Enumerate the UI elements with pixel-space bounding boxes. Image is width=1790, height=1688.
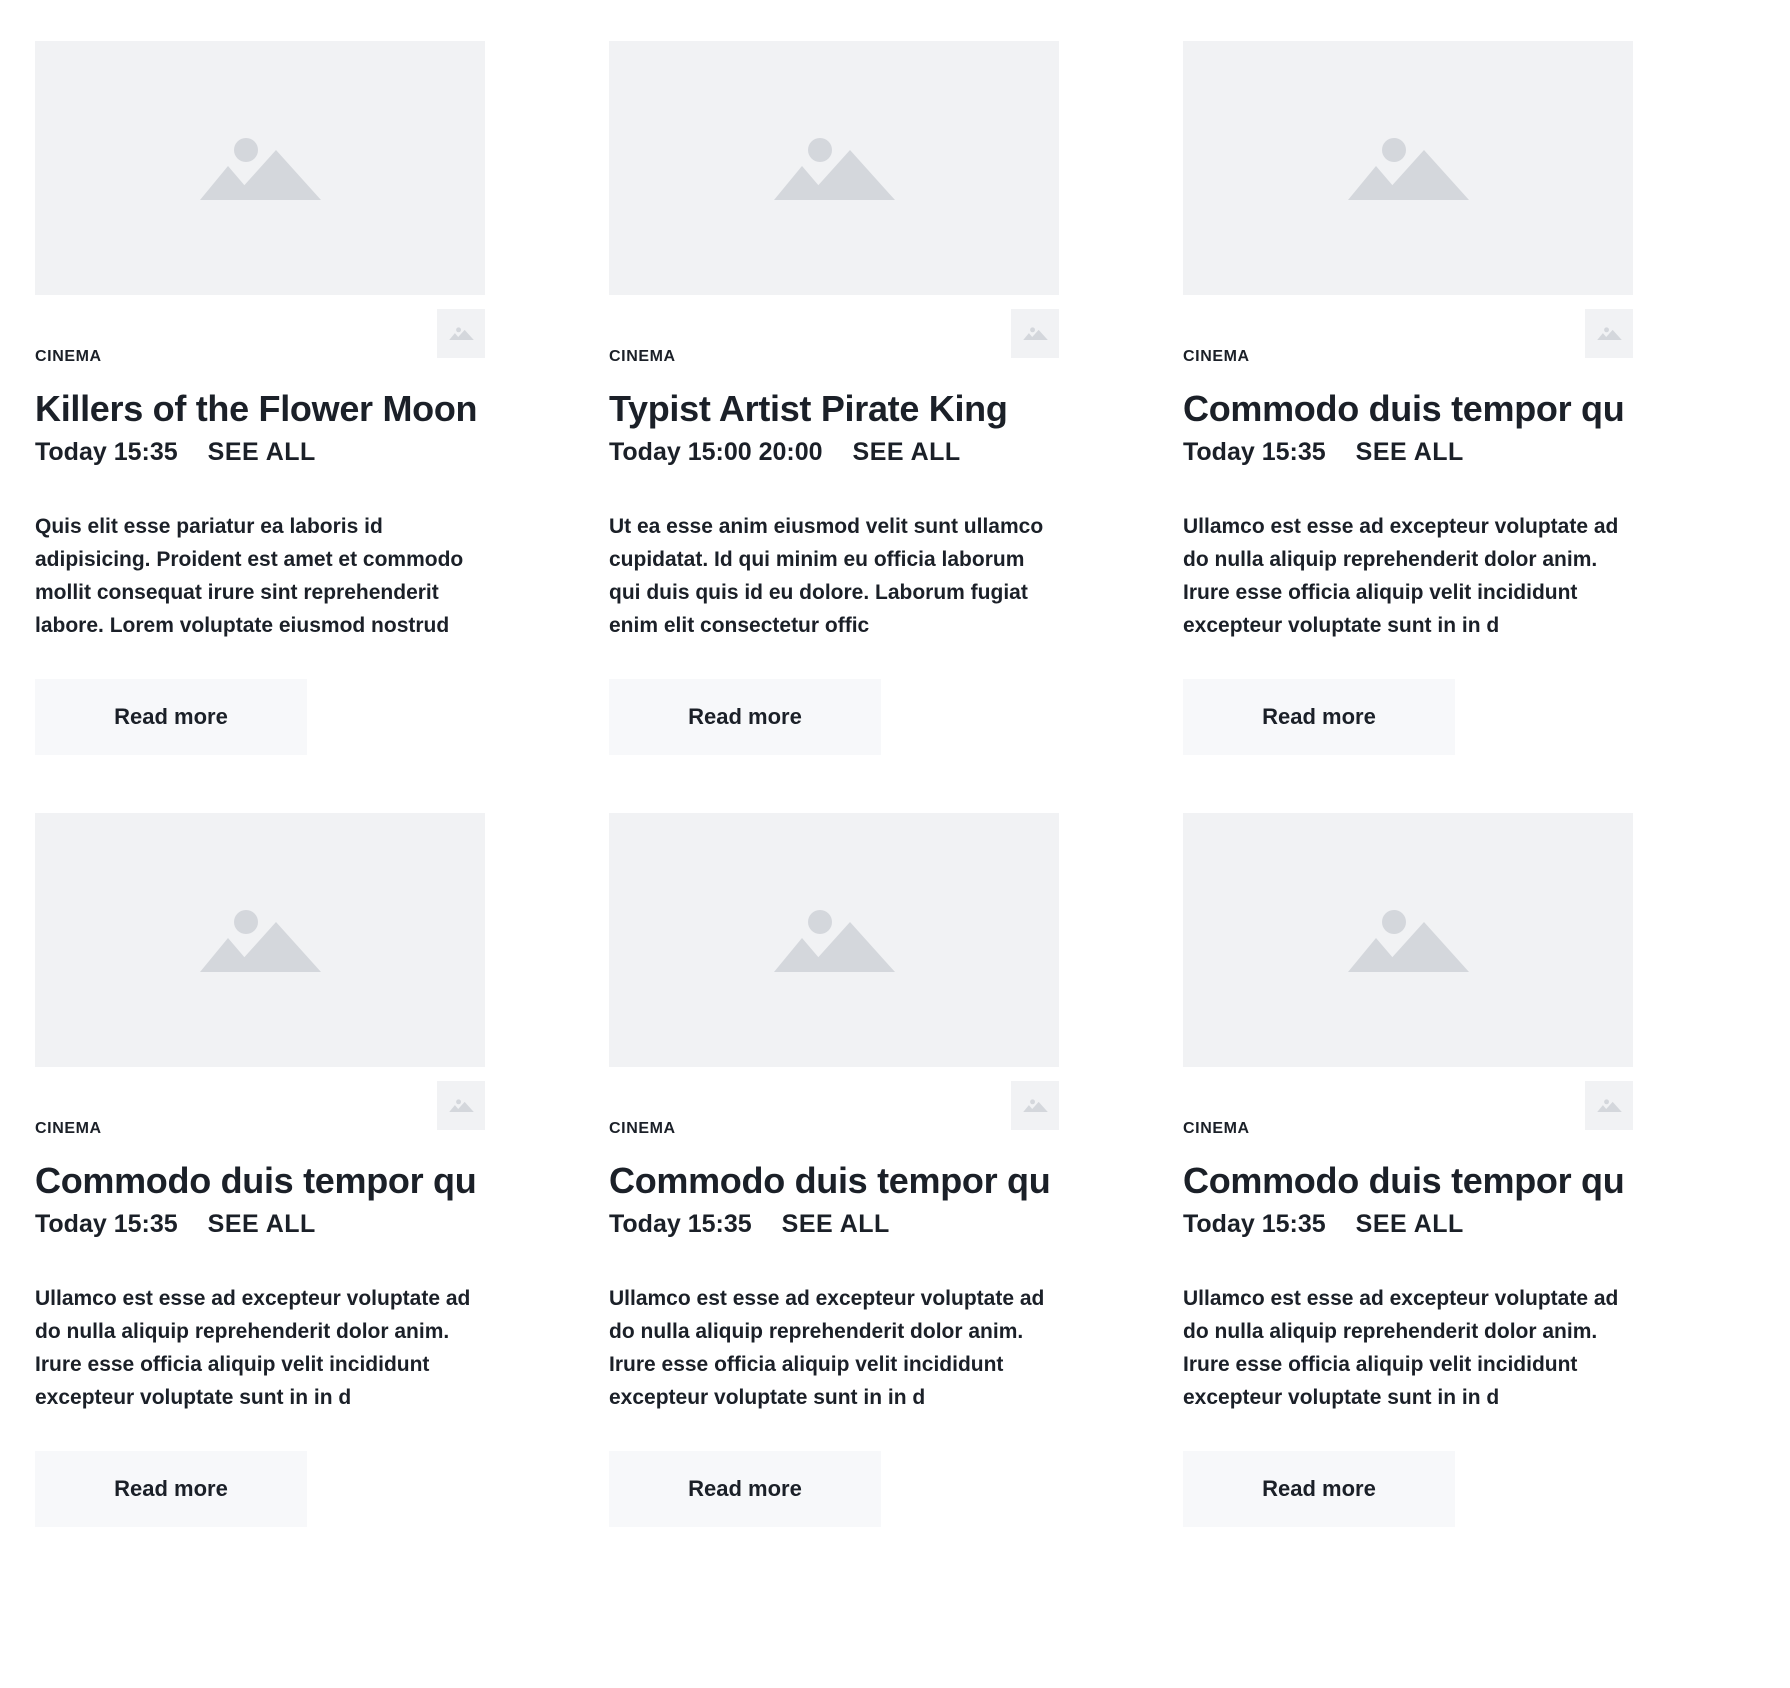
- image-badge-icon: [1023, 1099, 1048, 1112]
- event-excerpt: Ullamco est esse ad excepteur voluptate ad do nulla aliquip reprehenderit dolor anim. Irure esse officia aliquip velit incididunt excepteur voluptate sunt in in d: [35, 1287, 471, 1409]
- thumbnail-badge: [1011, 1081, 1059, 1130]
- schedule-row: [35, 437, 485, 467]
- image-badge-icon: [1023, 327, 1048, 340]
- event-thumbnail[interactable]: [609, 813, 1059, 1067]
- see-all-link[interactable]: SEE ALL: [1355, 438, 1464, 466]
- image-badge-icon: [1597, 1099, 1622, 1112]
- event-card: [35, 813, 485, 1527]
- category-label: CINEMA: [35, 348, 102, 365]
- see-all-link[interactable]: SEE ALL: [207, 438, 316, 466]
- event-excerpt: Ullamco est esse ad excepteur voluptate ad do nulla aliquip reprehenderit dolor anim. Irure esse officia aliquip velit incididunt excepteur voluptate sunt in in d: [1183, 1287, 1619, 1409]
- read-more-button[interactable]: Read more: [1183, 679, 1455, 755]
- schedule-text: Today 15:35: [35, 1210, 178, 1238]
- event-title[interactable]: Commodo duis tempor qu: [35, 1160, 477, 1201]
- schedule-row: [1183, 1209, 1633, 1239]
- thumbnail-badge: [1585, 309, 1633, 358]
- see-all-link[interactable]: SEE ALL: [781, 1210, 890, 1238]
- event-card: [1183, 813, 1633, 1527]
- image-placeholder-icon: [774, 908, 895, 972]
- schedule-text: Today 15:00 20:00: [609, 438, 823, 466]
- image-placeholder-icon: [200, 908, 321, 972]
- see-all-link[interactable]: SEE ALL: [207, 1210, 316, 1238]
- see-all-link[interactable]: SEE ALL: [1355, 1210, 1464, 1238]
- image-placeholder-icon: [200, 136, 321, 200]
- event-title[interactable]: Typist Artist Pirate King: [609, 388, 1008, 429]
- image-placeholder-icon: [774, 136, 895, 200]
- image-badge-icon: [449, 1099, 474, 1112]
- schedule-row: [35, 1209, 485, 1239]
- thumbnail-badge: [1585, 1081, 1633, 1130]
- event-title[interactable]: Commodo duis tempor qu: [609, 1160, 1051, 1201]
- event-card: [609, 41, 1059, 755]
- schedule-text: Today 15:35: [1183, 1210, 1326, 1238]
- read-more-button[interactable]: Read more: [35, 1451, 307, 1527]
- event-excerpt: Ullamco est esse ad excepteur voluptate ad do nulla aliquip reprehenderit dolor anim. Irure esse officia aliquip velit incididunt excepteur voluptate sunt in in d: [1183, 515, 1619, 637]
- event-title[interactable]: Commodo duis tempor qu: [1183, 388, 1625, 429]
- read-more-button[interactable]: Read more: [609, 1451, 881, 1527]
- event-title[interactable]: Killers of the Flower Moon: [35, 388, 478, 429]
- see-all-link[interactable]: SEE ALL: [852, 438, 961, 466]
- read-more-button[interactable]: Read more: [35, 679, 307, 755]
- event-excerpt: Ullamco est esse ad excepteur voluptate ad do nulla aliquip reprehenderit dolor anim. Irure esse officia aliquip velit incididunt excepteur voluptate sunt in in d: [609, 1287, 1045, 1409]
- schedule-row: [1183, 437, 1633, 467]
- category-label: CINEMA: [1183, 1120, 1250, 1137]
- event-thumbnail[interactable]: [35, 813, 485, 1067]
- schedule-text: Today 15:35: [35, 438, 178, 466]
- event-thumbnail[interactable]: [1183, 813, 1633, 1067]
- schedule-row: [609, 1209, 1059, 1239]
- schedule-row: [609, 437, 1059, 467]
- thumbnail-badge: [437, 309, 485, 358]
- image-placeholder-icon: [1348, 908, 1469, 972]
- event-title[interactable]: Commodo duis tempor qu: [1183, 1160, 1625, 1201]
- image-badge-icon: [1597, 327, 1622, 340]
- thumbnail-badge: [437, 1081, 485, 1130]
- event-card: [35, 41, 485, 755]
- event-excerpt: Quis elit esse pariatur ea laboris id adipisicing. Proident est amet et commodo mollit consequat irure sint reprehenderit labore. Lorem voluptate eiusmod nostrud: [35, 515, 464, 637]
- event-thumbnail[interactable]: [35, 41, 485, 295]
- image-badge-icon: [449, 327, 474, 340]
- category-label: CINEMA: [35, 1120, 102, 1137]
- category-label: CINEMA: [609, 348, 676, 365]
- event-excerpt: Ut ea esse anim eiusmod velit sunt ullamco cupidatat. Id qui minim eu officia laborum qui duis quis id eu dolore. Laborum fugiat enim elit consectetur offic: [609, 515, 1044, 637]
- schedule-text: Today 15:35: [1183, 438, 1326, 466]
- category-label: CINEMA: [1183, 348, 1250, 365]
- thumbnail-badge: [1011, 309, 1059, 358]
- event-thumbnail[interactable]: [1183, 41, 1633, 295]
- image-placeholder-icon: [1348, 136, 1469, 200]
- event-card: [1183, 41, 1633, 755]
- read-more-button[interactable]: Read more: [1183, 1451, 1455, 1527]
- read-more-button[interactable]: Read more: [609, 679, 881, 755]
- category-label: CINEMA: [609, 1120, 676, 1137]
- event-thumbnail[interactable]: [609, 41, 1059, 295]
- event-card: [609, 813, 1059, 1527]
- schedule-text: Today 15:35: [609, 1210, 752, 1238]
